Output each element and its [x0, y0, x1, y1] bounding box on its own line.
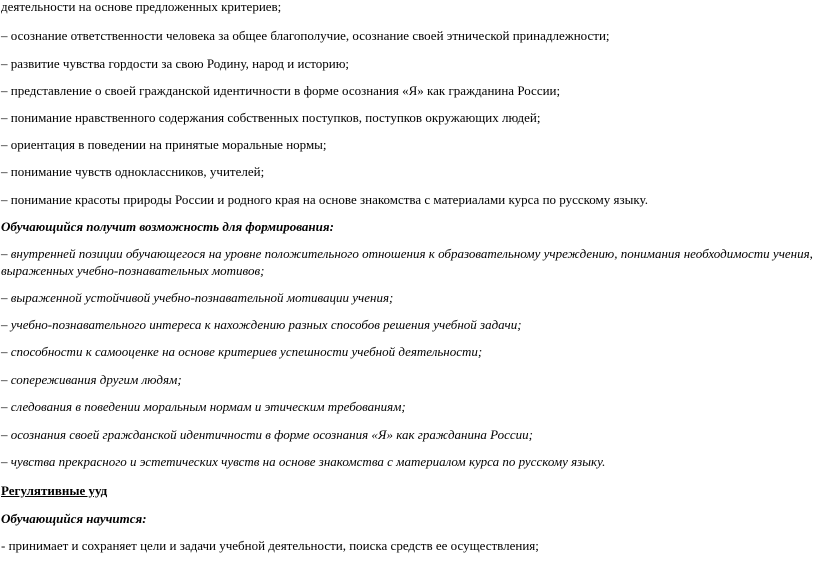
- personal-item: – представление о своей гражданской идентичности в форме осознания «Я» как гражданина России;: [1, 83, 561, 98]
- personal-item: – понимание чувств одноклассников, учителей;: [1, 164, 265, 179]
- opportunity-item: – учебно-познавательного интереса к нахождению разных способов решения учебной задачи;: [1, 317, 522, 332]
- opportunity-item: – осознания своей гражданской идентичности в форме осознания «Я» как гражданина России;: [1, 427, 534, 442]
- regulatory-heading: Регулятивные ууд: [1, 483, 108, 498]
- opportunity-item-continuation: выраженных учебно-познавательных мотивов;: [1, 263, 265, 278]
- opportunity-item: – выраженной устойчивой учебно-познавательной мотивации учения;: [1, 290, 394, 305]
- opportunity-heading: Обучающийся получит возможность для формирования:: [1, 219, 334, 234]
- regulatory-item: - принимает и сохраняет цели и задачи учебной деятельности, поиска средств ее осуществления;: [1, 538, 539, 553]
- personal-item: – понимание красоты природы России и родного края на основе знакомства с материалами курса по русскому языку.: [1, 192, 648, 207]
- opportunity-item: – сопереживания другим людям;: [1, 372, 182, 387]
- personal-item: – осознание ответственности человека за общее благополучие, осознание своей этнической принадлежности;: [1, 28, 610, 43]
- personal-item: – развитие чувства гордости за свою Родину, народ и историю;: [1, 56, 350, 71]
- opportunity-item: – внутренней позиции обучающегося на уровне положительного отношения к образовательному учреждению, понимания необходимости учения,: [1, 246, 813, 261]
- intro-tail-text: деятельности на основе предложенных критериев;: [1, 0, 282, 14]
- learner-heading: Обучающийся научится:: [1, 511, 147, 526]
- personal-item: – понимание нравственного содержания собственных поступков, поступков окружающих людей;: [1, 110, 541, 125]
- opportunity-item: – чувства прекрасного и эстетических чувств на основе знакомства с материалом курса по русскому языку.: [1, 454, 606, 469]
- opportunity-item: – способности к самооценке на основе критериев успешности учебной деятельности;: [1, 344, 483, 359]
- personal-item: – ориентация в поведении на принятые моральные нормы;: [1, 137, 327, 152]
- opportunity-item: – следования в поведении моральным нормам и этическим требованиям;: [1, 399, 406, 414]
